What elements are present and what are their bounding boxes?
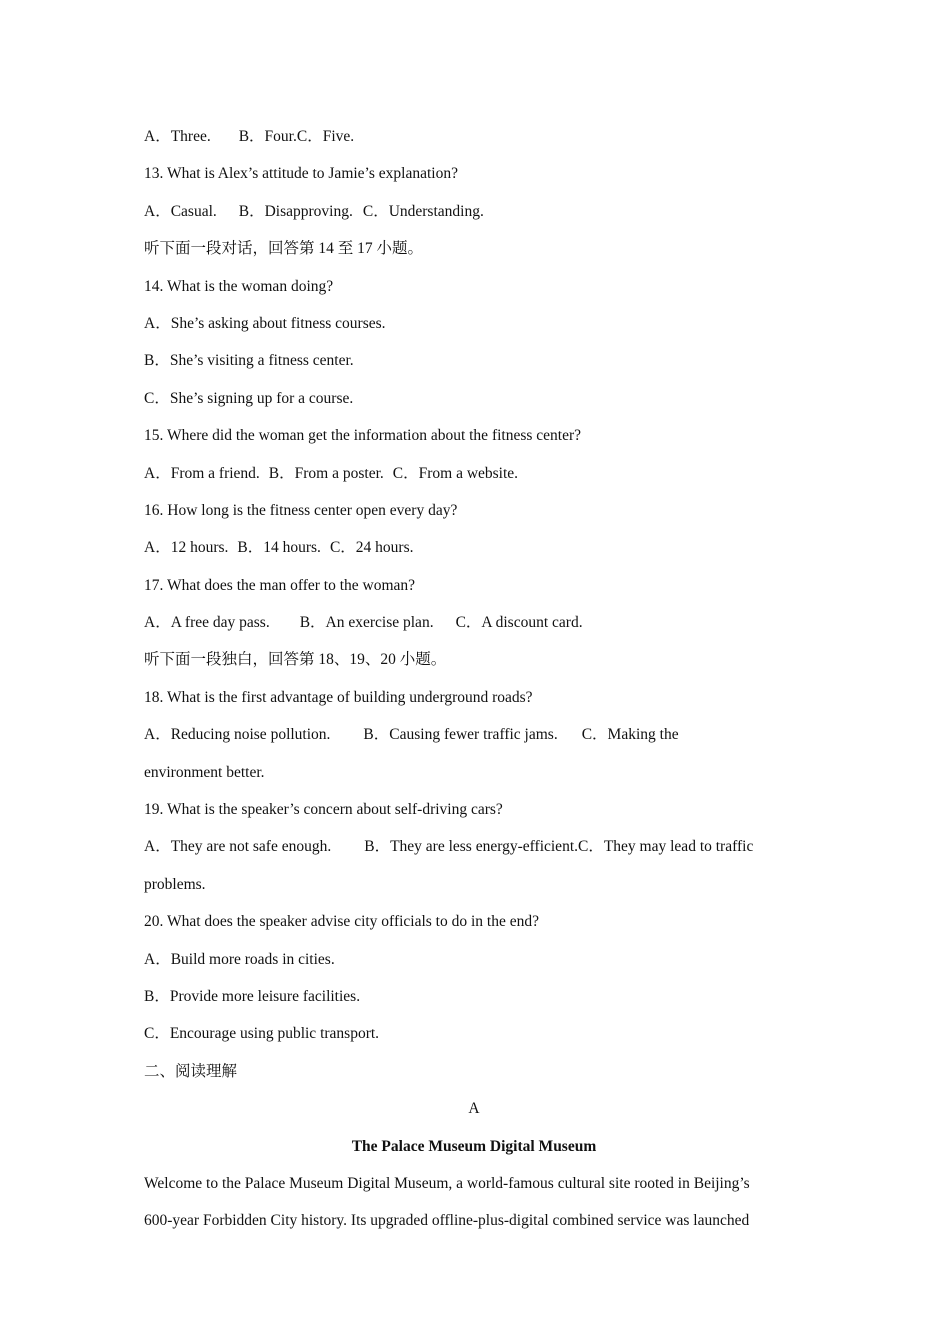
q20-option-c: C．Encourage using public transport.: [144, 1025, 380, 1043]
q17-option-b: B．An exercise plan.: [299, 614, 434, 632]
passage-paragraph: [144, 1165, 810, 1240]
q19-option-b: B．They are less energy-efficient.: [364, 838, 578, 856]
q14-option-a: A．She’s asking about fitness courses.: [144, 314, 386, 332]
q19-question: 19. What is the speaker’s concern about self-driving cars?: [144, 801, 503, 819]
passage-line-1: Welcome to the Palace Museum Digital Museum, a world-famous cultural site rooted in Beijing’s: [144, 1174, 750, 1192]
q18-option-c: C．Making the: [581, 726, 679, 744]
q12-option-a: A．Three.: [144, 128, 211, 145]
q15-option-b: B．From a poster.: [268, 464, 384, 482]
q15-options: [144, 455, 810, 492]
reading-section-heading: 二、阅读理解: [144, 1062, 238, 1080]
passage-title: The Palace Museum Digital Museum: [351, 1137, 597, 1155]
q12-option-b: B．Four.: [238, 128, 297, 145]
q18-option-c-continued: environment better.: [144, 763, 265, 781]
q18-option-a: A．Reducing noise pollution.: [144, 726, 331, 744]
q15-option-a: A．From a friend.: [144, 464, 260, 482]
q17-question: 17. What does the man offer to the woman?: [144, 576, 416, 594]
q13-option-c: C．Understanding.: [362, 202, 484, 220]
q14-option-b: B．She’s visiting a fitness center.: [144, 352, 354, 370]
q16-option-b: B．14 hours.: [237, 539, 321, 557]
q16-options: [144, 529, 810, 566]
section-instruction-18-20: 听下面一段独白，回答第 18、19、20 小题。: [144, 651, 447, 669]
section-instruction-14-17: 听下面一段对话，回答第 14 至 17 小题。: [144, 240, 424, 258]
q17-options: [144, 604, 810, 641]
q20-question: 20. What does the speaker advise city officials to do in the end?: [144, 913, 539, 931]
q12-options: [144, 118, 810, 155]
q15-question: 15. Where did the woman get the information about the fitness center?: [144, 427, 582, 445]
q17-option-c: C．A discount card.: [455, 614, 583, 632]
q20-option-a: A．Build more roads in cities.: [144, 950, 335, 968]
q13-option-b: B．Disapproving.: [238, 202, 353, 220]
q12-option-c: C．Five.: [296, 128, 355, 145]
q13-question: 13. What is Alex’s attitude to Jamie’s explanation?: [144, 165, 458, 183]
q14-question: 14. What is the woman doing?: [144, 277, 334, 295]
q16-option-a: A．12 hours.: [144, 539, 229, 557]
q18-question: 18. What is the first advantage of building underground roads?: [144, 688, 533, 706]
passage-line-2: 600-year Forbidden City history. Its upgraded offline-plus-digital combined service was launched: [144, 1212, 750, 1230]
q16-question: 16. How long is the fitness center open every day?: [144, 501, 458, 519]
q20-option-b: B．Provide more leisure facilities.: [144, 987, 361, 1005]
q17-option-a: A．A free day pass.: [144, 614, 270, 632]
q19-option-c: C．They may lead to traffic: [578, 838, 754, 856]
document-page: [144, 118, 810, 1240]
q13-options: [144, 193, 810, 230]
reading-part-label: A: [468, 1100, 480, 1118]
q14-option-c: C．She’s signing up for a course.: [144, 389, 354, 407]
q19-options: [144, 828, 810, 865]
q18-options: [144, 716, 810, 753]
q15-option-c: C．From a website.: [392, 464, 519, 482]
q19-option-a: A．They are not safe enough.: [144, 838, 332, 856]
q18-option-b: B．Causing fewer traffic jams.: [363, 726, 558, 744]
q19-option-c-continued: problems.: [144, 875, 206, 893]
q13-option-a: A．Casual.: [144, 202, 217, 220]
q16-option-c: C．24 hours.: [329, 539, 414, 557]
